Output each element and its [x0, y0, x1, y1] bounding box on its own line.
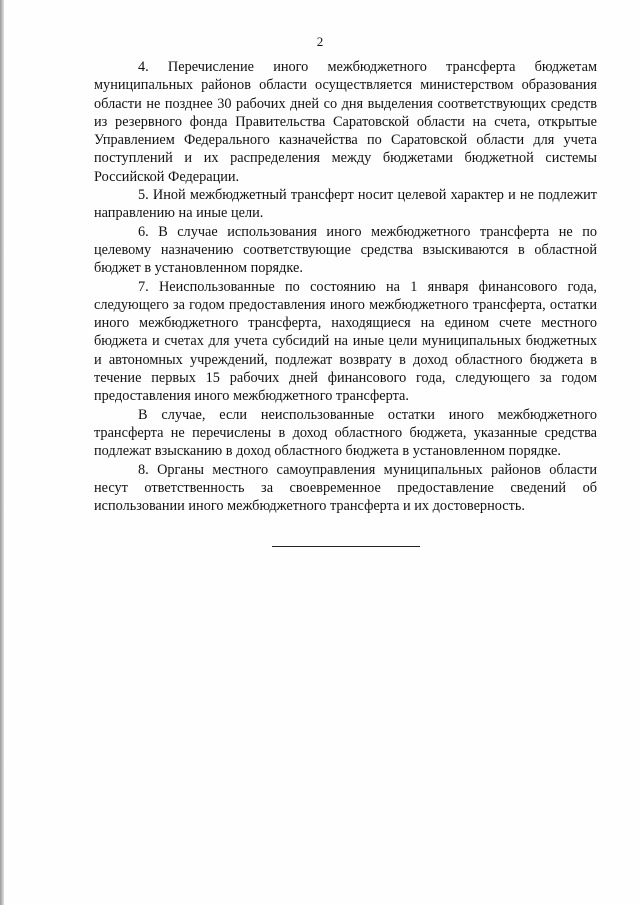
page-number: 2 [316, 34, 324, 49]
paragraph-6: 6. В случае использования иного межбюджетного трансферта не по целевому назначению соответствующие средства взыскиваются в областной бюджет в установленном порядке. [94, 223, 597, 277]
paragraph-5: 5. Иной межбюджетный трансферт носит целевой характер и не подлежит направлению на иные цели. [94, 187, 597, 222]
scan-edge-shadow [0, 0, 4, 905]
paragraph-4: 4. Перечисление иного межбюджетного трансферта бюджетам муниципальных районов области осуществляется министерством образования области не позднее 30 рабочих дней со дня выделения соответствующих средств из резервного фонда Правительства Саратовской области на счета, открытые Управлением Федерального казначейства по Саратовской области для учета поступлений и их распределения между бюджетами бюджетной системы Российской Федерации. [94, 59, 597, 185]
closing-rule-line [272, 546, 420, 547]
paragraph-8: 8. Органы местного самоуправления муниципальных районов области несут ответственность за своевременное предоставление сведений об использовании иного межбюджетного трансферта и их достоверность. [94, 461, 597, 515]
paragraph-7: 7. Неиспользованные по состоянию на 1 января финансового года, следующего за годом предоставления иного межбюджетного трансферта, остатки иного межбюджетного трансферта, находящиеся на едином счете местного бюджета и счетах для учета субсидий на иные цели муниципальных бюджетных и автономных учреждений, подлежат возврату в доход областного бюджета в течение первых 15 рабочих дней финансового года, следующего за годом предоставления иного межбюджетного трансферта. [94, 278, 597, 405]
paragraph-7-continuation: В случае, если неиспользованные остатки иного межбюджетного трансферта не перечислены в доход областного бюджета, указанные средства подлежат взысканию в доход областного бюджета в установленном порядке. [94, 406, 597, 460]
document-body [94, 58, 597, 515]
